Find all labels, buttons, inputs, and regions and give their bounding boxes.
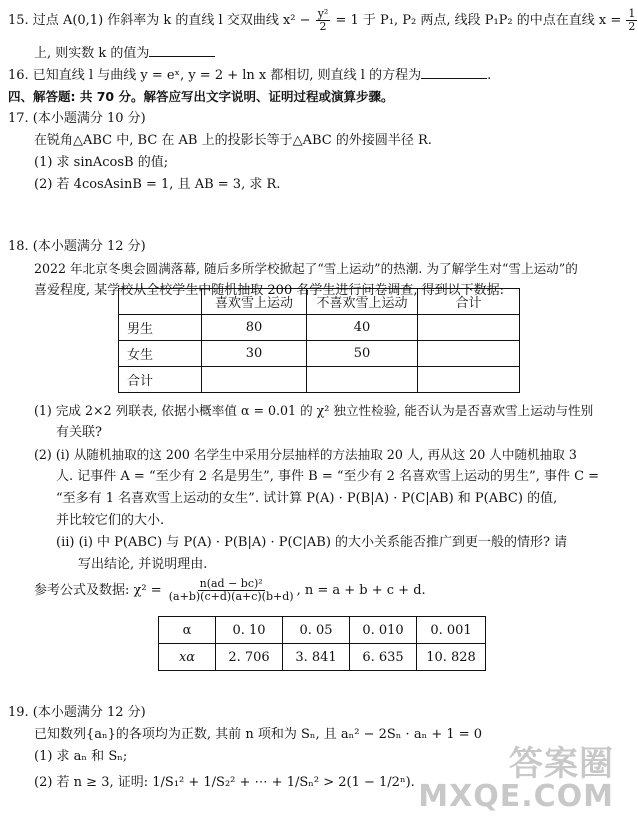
q16-answer-blank xyxy=(421,66,487,79)
critical-cell: xα xyxy=(159,644,216,671)
contingency-row xyxy=(119,341,520,367)
critical-cell: 2. 706 xyxy=(216,644,283,671)
q18-part3-line1: (ⅱ) (ⅰ) 中 P(ABC) 与 P(A) · P(B|A) · P(C|AB) 的大小关系能否推广到更一般的情形? 请 xyxy=(56,535,568,550)
q18-formula xyxy=(34,578,426,603)
chi-square-fraction xyxy=(167,578,296,603)
contingency-row xyxy=(119,367,520,393)
q19-part2 xyxy=(34,774,415,792)
contingency-header-cell: 喜欢雪上运动 xyxy=(202,289,307,315)
contingency-cell: 50 xyxy=(307,341,418,367)
q15-frac-den: 2 xyxy=(319,20,327,33)
critical-cell: 10. 828 xyxy=(417,644,486,671)
q15-half-num: 1 xyxy=(628,7,636,20)
q18-part3-line2: 写出结论, 并说明理由. xyxy=(78,557,208,572)
contingency-cell xyxy=(307,367,418,393)
q15-answer-blank xyxy=(149,44,215,57)
q17-stem: 在锐角△ABC 中, BC 在 AB 上的投影长等于△ABC 的外接圆半径 R. xyxy=(34,133,432,148)
q15-text-a: 15. 过点 A(0,1) 作斜率为 k 的直线 l 交双曲线 x² − xyxy=(8,13,315,28)
q18-stem-line2: 喜爱程度, 某学校从全校学生中随机抽取 200 名学生进行问卷调查, 得到以下数据: xyxy=(34,283,504,298)
watermark-line2: MXQE.COM xyxy=(418,779,614,814)
q17-heading: 17. (本小题满分 10 分) xyxy=(8,111,146,126)
q18-part2-line3: “至多有 1 名喜欢雪上运动的女生”. 试计算 P(A) · P(B|A) · P(C|AB) 和 P(ABC) 的值, xyxy=(56,491,558,506)
chi-square-denominator: (a+b)(c+d)(a+c)(b+d) xyxy=(168,590,294,603)
q15-fraction-half xyxy=(626,8,637,33)
critical-cell: α xyxy=(159,617,216,644)
contingency-table xyxy=(118,288,520,393)
contingency-header-cell: 不喜欢雪上运动 xyxy=(307,289,418,315)
contingency-cell: 40 xyxy=(307,315,418,341)
critical-cell: 0. 10 xyxy=(216,617,283,644)
chi-square-numerator: n(ad − bc)² xyxy=(199,577,263,590)
q18-part2-line4: 并比较它们的大小. xyxy=(56,513,165,528)
q17-part2: (2) 若 4cosAsinB = 1, 且 AB = 3, 求 R. xyxy=(34,177,281,192)
q18-part2-line2: 人. 记事件 A = “至少有 2 名是男生”, 事件 B = “至少有 2 名喜欢雪上运动的男生”, 事件 C = xyxy=(56,469,600,484)
contingency-cell xyxy=(202,367,307,393)
q18-part2-line1: (2) (ⅰ) 从随机抽取的这 200 名学生中采用分层抽样的方法抽取 20 人, 再从这 20 人中随机抽取 3 xyxy=(34,447,577,462)
q16-text: 16. 已知直线 l 与曲线 y = eˣ, y = 2 + ln x 都相切, 则直线 l 的方程为 xyxy=(8,68,422,83)
watermark-line1: 答案圈 xyxy=(509,744,614,784)
q15-line2 xyxy=(34,44,215,63)
formula-suffix: , n = a + b + c + d. xyxy=(296,583,426,598)
critical-cell: 6. 635 xyxy=(350,644,417,671)
contingency-header-cell xyxy=(119,289,202,315)
critical-value-table xyxy=(158,616,486,671)
contingency-cell: 男生 xyxy=(119,315,202,341)
watermark-logo xyxy=(418,736,614,814)
q15-line1 xyxy=(8,8,638,33)
contingency-header-cell: 合计 xyxy=(418,289,520,315)
critical-cell: 0. 05 xyxy=(283,617,350,644)
contingency-header-row xyxy=(119,289,520,315)
formula-prefix: 参考公式及数据: χ² = xyxy=(34,583,166,598)
q15-frac-num: y² xyxy=(317,7,329,20)
q19-inequality: 1/S₁² + 1/S₂² + ⋯ + 1/Sₙ² > 2(1 − 1/2ⁿ). xyxy=(152,775,415,790)
contingency-cell xyxy=(418,315,520,341)
q17-part1: (1) 求 sinAcosB 的值; xyxy=(34,155,169,170)
q18-heading: 18. (本小题满分 12 分) xyxy=(8,239,146,254)
q19-stem: 已知数列{aₙ}的各项均为正数, 其前 n 项和为 Sₙ, 且 aₙ² − 2Sₙ · aₙ + 1 = 0 xyxy=(34,727,483,742)
q15-half-den: 2 xyxy=(628,20,636,33)
q19-part2-prefix: (2) 若 n ≥ 3, 证明: xyxy=(34,775,153,790)
contingency-row xyxy=(119,315,520,341)
q19-part1: (1) 求 aₙ 和 Sₙ; xyxy=(34,749,128,764)
contingency-cell: 80 xyxy=(202,315,307,341)
critical-cell: 0. 001 xyxy=(417,617,486,644)
critical-row-alpha xyxy=(159,617,486,644)
q15-line2-text: 上, 则实数 k 的值为 xyxy=(34,46,150,61)
critical-cell: 0. 010 xyxy=(350,617,417,644)
q18-part1-line1: (1) 完成 2×2 列联表, 依据小概率值 α = 0.01 的 χ² 独立性检验, 能否认为是否喜欢雪上运动与性别 xyxy=(34,403,594,418)
contingency-cell: 30 xyxy=(202,341,307,367)
critical-row-x xyxy=(159,644,486,671)
critical-cell: 3. 841 xyxy=(283,644,350,671)
q15-text-b: = 1 于 P₁, P₂ 两点, 线段 P₁P₂ 的中点在直线 x = xyxy=(331,13,626,28)
q18-part1-line2: 有关联? xyxy=(56,425,102,440)
q16-line: 16. 已知直线 l 与曲线 y = eˣ, y = 2 + ln x 都相切, 则直线 l 的方程为 . xyxy=(8,68,492,83)
contingency-cell xyxy=(418,367,520,393)
contingency-cell xyxy=(418,341,520,367)
q15-fraction-y2-over-2 xyxy=(316,8,331,33)
q19-heading: 19. (本小题满分 12 分) xyxy=(8,705,146,720)
q18-stem-line1: 2022 年北京冬奥会圆满落幕, 随后多所学校掀起了“雪上运动”的热潮. 为了解学生对“雪上运动”的 xyxy=(34,261,578,276)
contingency-cell: 合计 xyxy=(119,367,202,393)
section-heading: 四、解答题: 共 70 分。解答应写出文字说明、证明过程或演算步骤。 xyxy=(8,89,394,104)
contingency-cell: 女生 xyxy=(119,341,202,367)
